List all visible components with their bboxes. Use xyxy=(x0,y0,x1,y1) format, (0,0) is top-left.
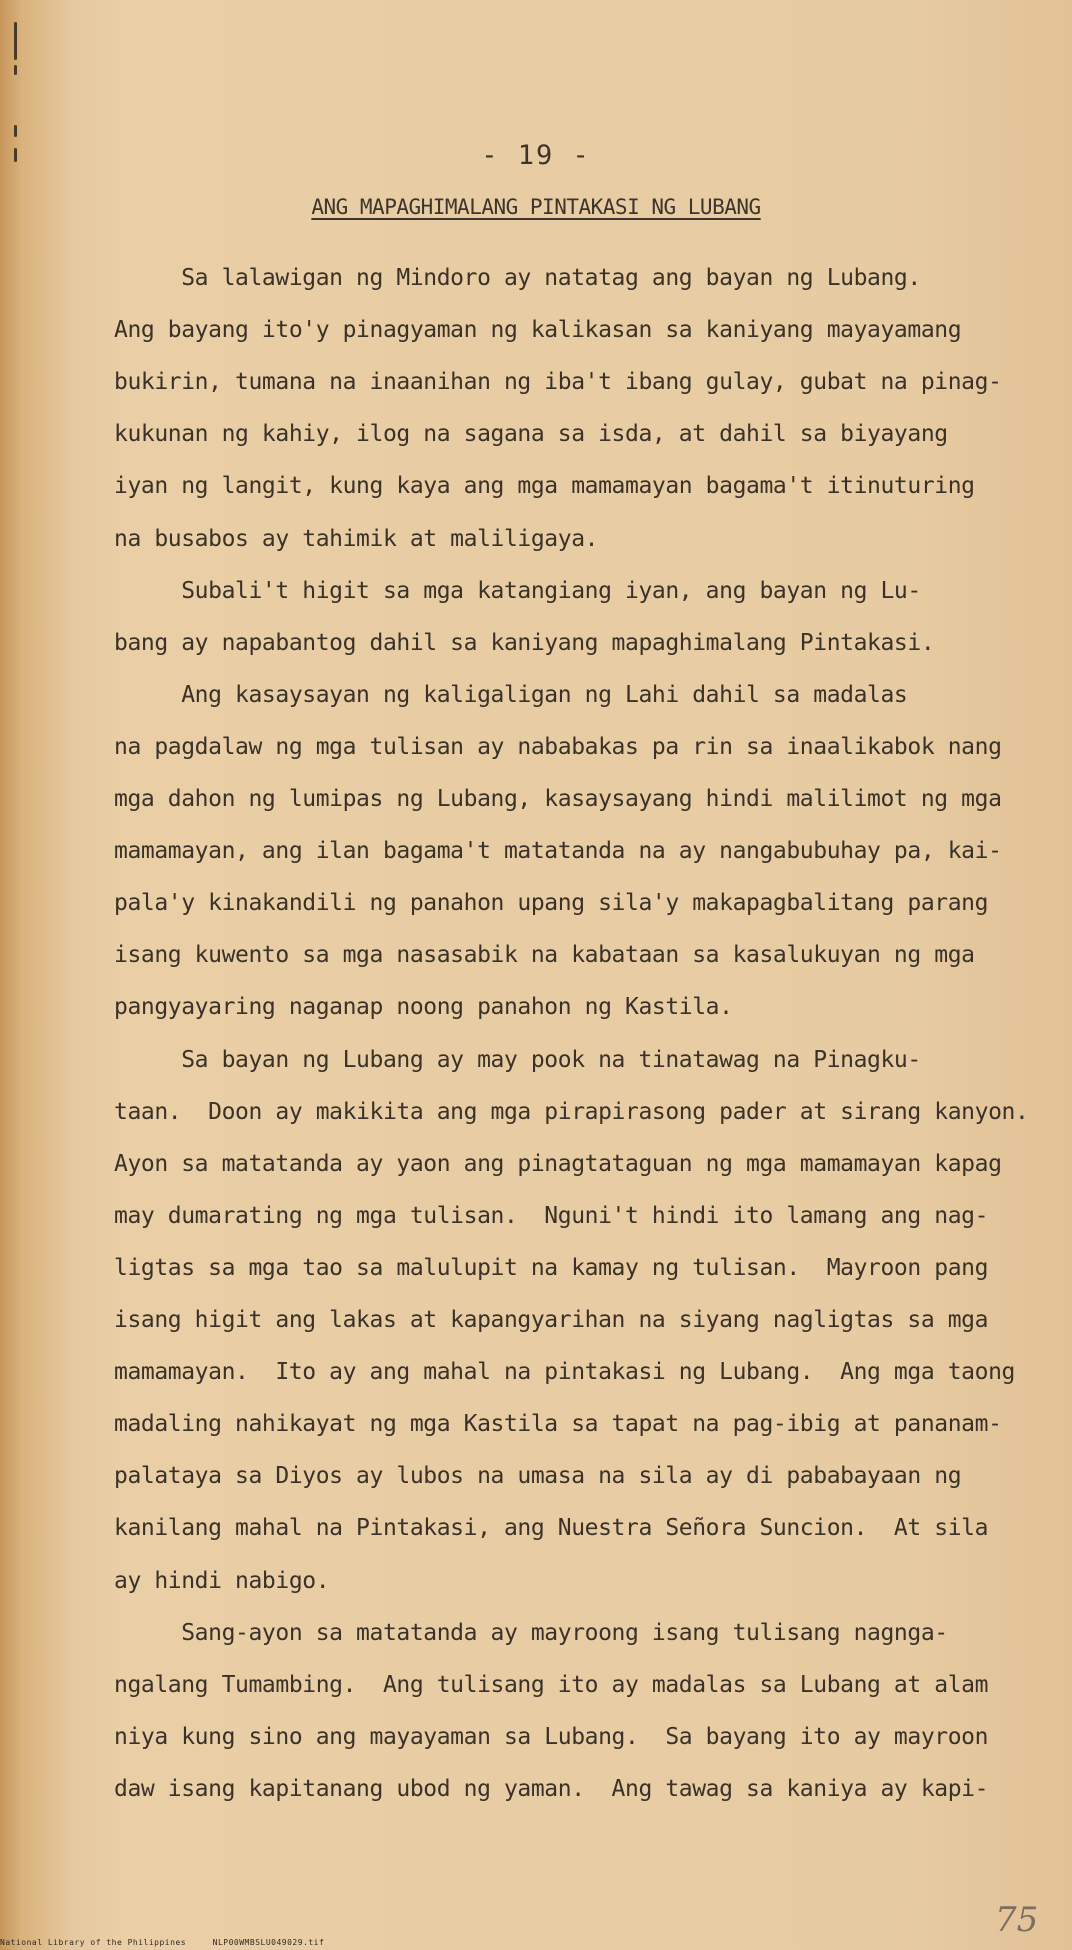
text-line: palataya sa Diyos ay lubos na umasa na sila ay di pababayaan ng xyxy=(114,1463,962,1490)
text-line: Sa lalawigan ng Mindoro ay natatag ang bayan ng Lubang. xyxy=(114,265,921,291)
text-line: kanilang mahal na Pintakasi, ang Nuestra Señora Suncion. At sila xyxy=(114,1515,989,1542)
text-line: Ang kasaysayan ng kaligaligan ng Lahi dahil sa madalas xyxy=(114,681,908,708)
punch-hole-mark xyxy=(14,125,17,137)
page-title: ANG MAPAGHIMALANG PINTAKASI NG LUBANG xyxy=(311,195,761,219)
text-line: madaling nahikayat ng mga Kastila sa tapat na pag-ibig at pananam- xyxy=(114,1411,1002,1438)
text-line: mga dahon ng lumipas ng Lubang, kasaysayang hindi malilimot ng mga xyxy=(114,786,1002,812)
text-line: bukirin, tumana na inaanihan ng iba't ibang gulay, gubat na pinag- xyxy=(114,369,1002,396)
text-line: ay hindi nabigo. xyxy=(114,1567,330,1594)
text-line: kukunan ng kahiy, ilog na sagana sa isda, at dahil sa biyayang xyxy=(114,421,948,448)
text-line: pala'y kinakandili ng panahon upang sila'y makapagbalitang parang xyxy=(114,890,989,917)
text-line: may dumarating ng mga tulisan. Nguni't hindi ito lamang ang nag- xyxy=(114,1202,989,1229)
text-line: bang ay napabantog dahil sa kaniyang mapaghimalang Pintakasi. xyxy=(114,629,935,656)
text-line: Ang bayang ito'y pinagyaman ng kalikasan sa kaniyang mayayamang xyxy=(114,317,962,344)
footer-caption: National Library of the Philippines NLP00WMBSLU049029.tif xyxy=(0,1938,325,1947)
text-line: niya kung sino ang mayayaman sa Lubang. Sa bayang ito ay mayroon xyxy=(114,1723,989,1750)
text-line: Subali't higit sa mga katangiang iyan, ang bayan ng Lu- xyxy=(114,577,921,604)
text-line: Ayon sa matatanda ay yaon ang pinagtataguan ng mga mamamayan kapag xyxy=(114,1150,1002,1177)
text-line: ligtas sa mga tao sa malulupit na kamay ng tulisan. Mayroon pang xyxy=(114,1254,989,1281)
text-line: mamamayan, ang ilan bagama't matatanda na ay nangabubuhay pa, kai- xyxy=(114,838,1002,865)
punch-hole-mark xyxy=(14,22,17,60)
text-line: taan. Doon ay makikita ang mga pirapirasong pader at sirang kanyon. xyxy=(114,1098,1029,1125)
text-line: iyan ng langit, kung kaya ang mga mamamayan bagama't itinuturing xyxy=(114,473,975,500)
text-line: Sa bayan ng Lubang ay may pook na tinatawag na Pinagku- xyxy=(114,1046,921,1073)
text-line: Sang-ayon sa matatanda ay mayroong isang tulisang nagnga- xyxy=(114,1619,948,1646)
text-line: na pagdalaw ng mga tulisan ay nababakas pa rin sa inaalikabok nang xyxy=(114,733,1002,760)
text-line: isang higit ang lakas at kapangyarihan na siyang nagligtas sa mga xyxy=(114,1307,989,1333)
text-line: pangyayaring naganap noong panahon ng Kastila. xyxy=(114,994,733,1021)
text-line: daw isang kapitanang ubod ng yaman. Ang tawag sa kaniya ay kapi- xyxy=(114,1775,989,1802)
page-number: - 19 - xyxy=(481,140,591,171)
text-line: isang kuwento sa mga nasasabik na kabataan sa kasalukuyan ng mga xyxy=(114,942,975,969)
text-line: na busabos ay tahimik at maliligaya. xyxy=(114,525,599,552)
text-line: mamamayan. Ito ay ang mahal na pintakasi ng Lubang. Ang mga taong xyxy=(114,1359,1015,1386)
text-line: ngalang Tumambing. Ang tulisang ito ay madalas sa Lubang at alam xyxy=(114,1671,989,1698)
punch-hole-mark xyxy=(14,65,17,75)
handwritten-mark: 75 xyxy=(995,1900,1039,1940)
